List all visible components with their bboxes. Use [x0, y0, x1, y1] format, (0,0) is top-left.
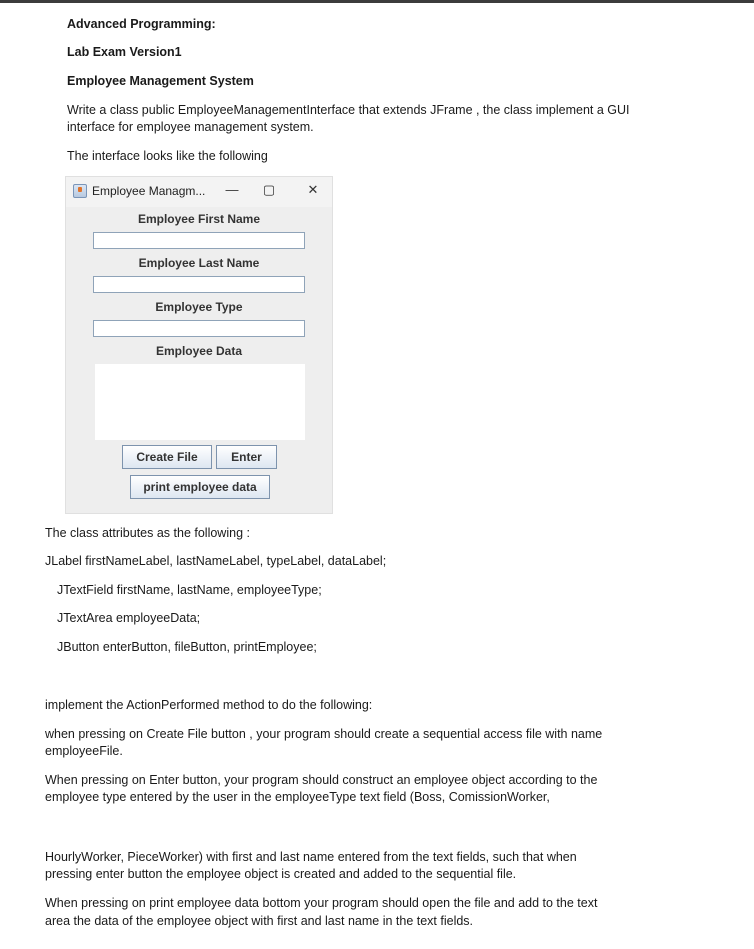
create-instruction-2: employeeFile. [45, 744, 123, 758]
employee-management-window [66, 177, 332, 513]
enter-instruction-4: pressing enter button the employee object is created and added to the sequential file. [45, 867, 517, 881]
employee-data-label: Employee Data [155, 344, 243, 358]
intro-line-3: The interface looks like the following [67, 149, 268, 163]
attr-jtextfield: JTextField firstName, lastName, employeeType; [57, 583, 322, 597]
attr-jlabel: JLabel firstNameLabel, lastNameLabel, typeLabel, dataLabel; [45, 554, 387, 568]
enter-instruction-1: When pressing on Enter button, your program should construct an employee object according to the [45, 773, 598, 787]
attributes-heading: The class attributes as the following : [45, 526, 250, 540]
last-name-field[interactable] [93, 276, 305, 293]
intro-line-1: Write a class public EmployeeManagementInterface that extends JFrame , the class implement a GUI [67, 103, 630, 117]
close-icon[interactable]: ✕ [307, 182, 319, 197]
first-name-label: Employee First Name [137, 212, 261, 226]
first-name-field[interactable] [93, 232, 305, 249]
print-instruction-2: area the data of the employee object with first and last name in the text fields. [45, 914, 474, 928]
course-title: Advanced Programming: [67, 17, 216, 31]
attr-jbutton: JButton enterButton, fileButton, printEmployee; [57, 640, 317, 654]
intro-line-2: interface for employee management system. [67, 120, 314, 134]
create-instruction-1: when pressing on Create File button , your program should create a sequential access file with name [45, 727, 603, 741]
employee-type-label: Employee Type [155, 300, 243, 314]
enter-instruction-2: employee type entered by the user in the employeeType text field (Boss, ComissionWorker, [45, 790, 550, 804]
minimize-icon[interactable]: — [225, 182, 239, 197]
attr-jtextarea: JTextArea employeeData; [57, 611, 201, 625]
top-border [0, 0, 754, 3]
print-instruction-1: When pressing on print employee data bottom your program should open the file and add to the text [45, 896, 598, 910]
enter-button[interactable]: Enter [216, 445, 277, 469]
last-name-label: Employee Last Name [138, 256, 260, 270]
system-title: Employee Management System [67, 74, 254, 88]
window-titlebar [66, 177, 332, 207]
window-title: Employee Managm... [92, 184, 206, 198]
print-employee-data-button[interactable]: print employee data [130, 475, 270, 499]
maximize-icon[interactable]: ▢ [262, 182, 276, 197]
employee-data-textarea[interactable] [95, 364, 305, 440]
create-file-button[interactable]: Create File [122, 445, 212, 469]
enter-instruction-3: HourlyWorker, PieceWorker) with first and last name entered from the text fields, such that when [45, 850, 577, 864]
employee-type-field[interactable] [93, 320, 305, 337]
java-app-icon [73, 184, 87, 198]
exam-title: Lab Exam Version1 [67, 45, 182, 59]
instructions-heading: implement the ActionPerformed method to do the following: [45, 698, 373, 712]
